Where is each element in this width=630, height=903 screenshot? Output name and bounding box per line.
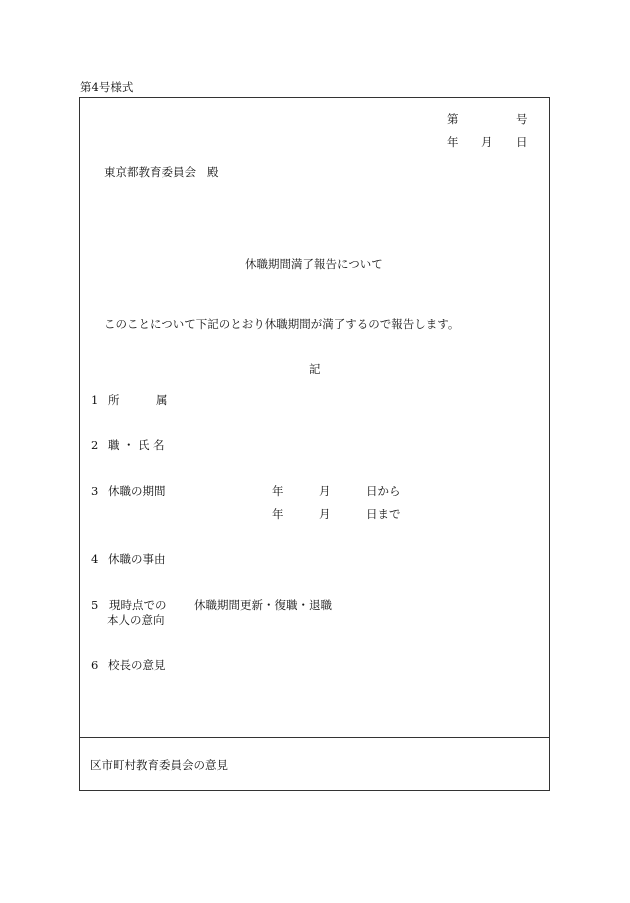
period-to-day: 日まで (366, 507, 401, 521)
item-6-number: 6 (91, 658, 99, 672)
body-text: このことについて下記のとおり休職期間が満了するので報告します。 (104, 317, 460, 331)
item-1-number: 1 (91, 393, 99, 407)
municipal-opinion-label: 区市町村教育委員会の意見 (90, 758, 228, 772)
date-month: 月 (481, 135, 493, 149)
addressee-honorific: 殿 (207, 165, 219, 179)
doc-number-prefix: 第 (447, 112, 459, 126)
item-3-label: 休職の期間 (108, 484, 166, 498)
item-4-number: 4 (91, 552, 99, 566)
period-from-year: 年 (272, 484, 284, 498)
item-5-options: 休職期間更新・復職・退職 (194, 598, 332, 612)
period-to-month: 月 (319, 507, 331, 521)
item-3-number: 3 (91, 484, 99, 498)
section-divider (79, 737, 550, 738)
item-5-label-line1: 現時点での (109, 598, 167, 612)
period-from-month: 月 (319, 484, 331, 498)
period-to-year: 年 (272, 507, 284, 521)
item-6-label: 校長の意見 (108, 658, 166, 672)
item-1-label-b: 属 (156, 393, 168, 407)
form-number: 第4号様式 (80, 80, 134, 94)
doc-number-suffix: 号 (516, 112, 528, 126)
item-5-label-line2: 本人の意向 (107, 613, 165, 627)
date-day: 日 (516, 135, 528, 149)
addressee-name: 東京都教育委員会 (104, 165, 196, 179)
ki-heading: 記 (309, 362, 321, 376)
document-title: 休職期間満了報告について (245, 257, 383, 271)
period-from-day: 日から (366, 484, 401, 498)
item-5-number: 5 (91, 598, 99, 612)
item-4-label: 休職の事由 (108, 552, 166, 566)
item-1-label-a: 所 (108, 393, 120, 407)
item-2-number: 2 (91, 438, 99, 452)
date-year: 年 (447, 135, 459, 149)
item-2-label: 職・氏名 (108, 438, 168, 452)
